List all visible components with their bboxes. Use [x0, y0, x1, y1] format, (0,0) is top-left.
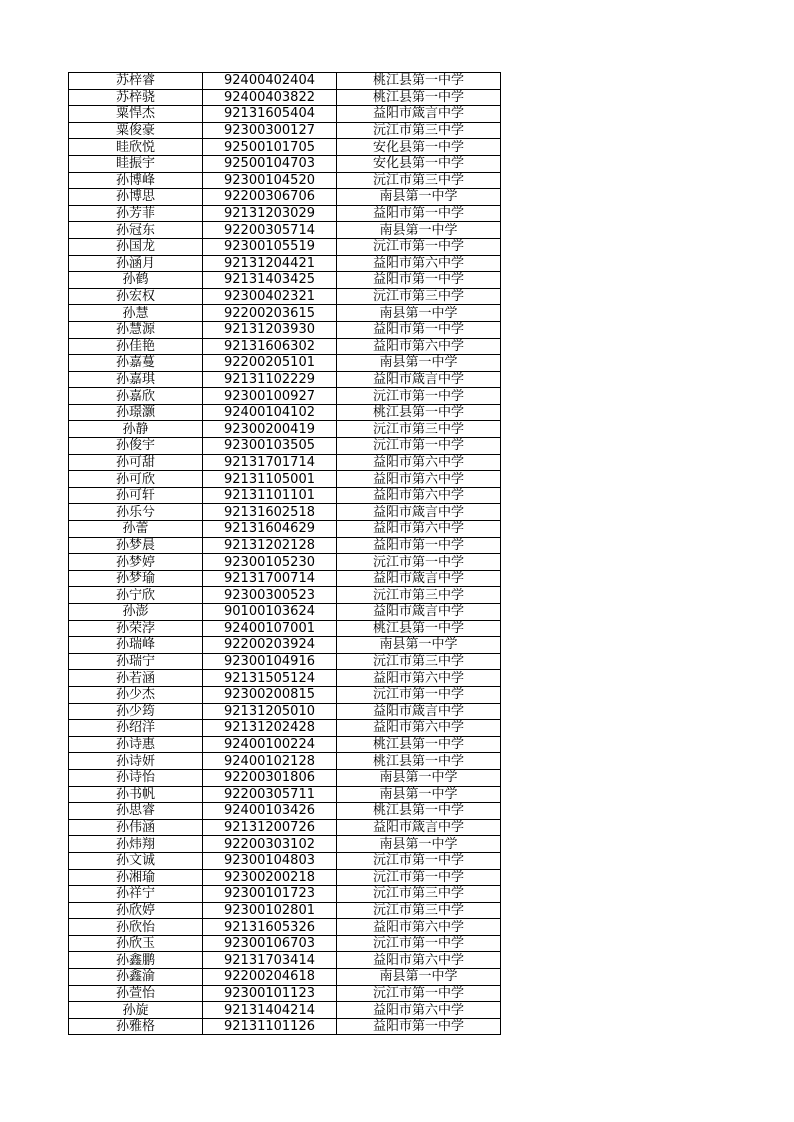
table-row	[69, 255, 501, 272]
table-row	[69, 355, 501, 372]
exam-number-cell: 92200205101	[203, 355, 337, 372]
exam-number-cell: 92200305711	[203, 786, 337, 803]
exam-number-cell: 92400100224	[203, 736, 337, 753]
exam-number-cell: 92300105519	[203, 238, 337, 255]
student-name-cell: 孙欣怡	[69, 919, 203, 936]
student-name-cell: 孙少筠	[69, 703, 203, 720]
exam-number-cell: 92131602518	[203, 504, 337, 521]
school-cell: 桃江县第一中学	[337, 89, 501, 106]
student-name-cell: 孙可欣	[69, 471, 203, 488]
student-name-cell: 孙梦婷	[69, 554, 203, 571]
student-name-cell: 孙梦晨	[69, 537, 203, 554]
school-cell: 益阳市第六中学	[337, 255, 501, 272]
table-row	[69, 985, 501, 1002]
exam-number-cell: 92200306706	[203, 189, 337, 206]
school-cell: 南县第一中学	[337, 969, 501, 986]
school-cell: 沅江市第三中学	[337, 172, 501, 189]
table-row	[69, 703, 501, 720]
table-row	[69, 189, 501, 206]
exam-number-cell: 92300101123	[203, 985, 337, 1002]
student-name-cell: 孙可甜	[69, 454, 203, 471]
student-name-cell: 孙欣玉	[69, 935, 203, 952]
school-cell: 沅江市第三中学	[337, 288, 501, 305]
table-row	[69, 1018, 501, 1035]
exam-number-cell: 92200305714	[203, 222, 337, 239]
exam-number-cell: 92131203930	[203, 321, 337, 338]
school-cell: 沅江市第一中学	[337, 238, 501, 255]
exam-number-cell: 92400107001	[203, 620, 337, 637]
school-cell: 沅江市第一中学	[337, 935, 501, 952]
student-name-cell: 孙若涵	[69, 670, 203, 687]
exam-number-cell: 92131102229	[203, 371, 337, 388]
exam-number-cell: 92400102128	[203, 753, 337, 770]
exam-number-cell: 92500101705	[203, 139, 337, 156]
exam-number-cell: 92300102801	[203, 902, 337, 919]
student-name-cell: 孙涵月	[69, 255, 203, 272]
student-name-cell: 眭欣悦	[69, 139, 203, 156]
table-row	[69, 769, 501, 786]
school-cell: 益阳市第一中学	[337, 537, 501, 554]
table-row	[69, 919, 501, 936]
exam-number-cell: 90100103624	[203, 604, 337, 621]
student-name-cell: 孙璟灏	[69, 404, 203, 421]
school-cell: 南县第一中学	[337, 637, 501, 654]
school-cell: 益阳市第六中学	[337, 1002, 501, 1019]
table-row	[69, 969, 501, 986]
exam-number-cell: 92300100927	[203, 388, 337, 405]
table-row	[69, 122, 501, 139]
exam-number-cell: 92131204421	[203, 255, 337, 272]
exam-number-cell: 92300200815	[203, 686, 337, 703]
table-row	[69, 487, 501, 504]
exam-number-cell: 92200203615	[203, 305, 337, 322]
table-row	[69, 720, 501, 737]
exam-number-cell: 92300104916	[203, 653, 337, 670]
student-name-cell: 孙旋	[69, 1002, 203, 1019]
exam-number-cell: 92300200419	[203, 421, 337, 438]
exam-number-cell: 92131203029	[203, 205, 337, 222]
table-row	[69, 155, 501, 172]
school-cell: 南县第一中学	[337, 305, 501, 322]
school-cell: 益阳市第一中学	[337, 1018, 501, 1035]
exam-number-cell: 92300300127	[203, 122, 337, 139]
school-cell: 桃江县第一中学	[337, 753, 501, 770]
student-name-cell: 孙嘉琪	[69, 371, 203, 388]
student-name-cell: 孙芳菲	[69, 205, 203, 222]
school-cell: 南县第一中学	[337, 189, 501, 206]
table-row	[69, 736, 501, 753]
exam-number-cell: 92131101101	[203, 487, 337, 504]
exam-number-cell: 92131202428	[203, 720, 337, 737]
table-row	[69, 106, 501, 123]
school-cell: 桃江县第一中学	[337, 736, 501, 753]
exam-number-cell: 92300200218	[203, 869, 337, 886]
school-cell: 桃江县第一中学	[337, 73, 501, 90]
school-cell: 益阳市第六中学	[337, 720, 501, 737]
school-cell: 沅江市第三中学	[337, 653, 501, 670]
school-cell: 沅江市第一中学	[337, 438, 501, 455]
school-cell: 南县第一中学	[337, 222, 501, 239]
exam-number-cell: 92131604629	[203, 521, 337, 538]
student-name-cell: 孙宏权	[69, 288, 203, 305]
exam-number-cell: 92400403822	[203, 89, 337, 106]
student-name-cell: 孙绍洋	[69, 720, 203, 737]
exam-number-cell: 92400104102	[203, 404, 337, 421]
exam-number-cell: 92131202128	[203, 537, 337, 554]
table-row	[69, 803, 501, 820]
exam-number-cell: 92400103426	[203, 803, 337, 820]
student-name-cell: 孙欣婷	[69, 902, 203, 919]
student-name-cell: 孙宁欣	[69, 587, 203, 604]
student-name-cell: 眭振宇	[69, 155, 203, 172]
student-name-cell: 粟悍杰	[69, 106, 203, 123]
school-cell: 南县第一中学	[337, 769, 501, 786]
school-cell: 益阳市第六中学	[337, 670, 501, 687]
student-name-cell: 粟俊豪	[69, 122, 203, 139]
table-row	[69, 521, 501, 538]
student-name-cell: 苏梓睿	[69, 73, 203, 90]
school-cell: 沅江市第一中学	[337, 554, 501, 571]
exam-number-cell: 92131200726	[203, 819, 337, 836]
school-cell: 益阳市第六中学	[337, 471, 501, 488]
student-name-cell: 孙诗惠	[69, 736, 203, 753]
school-cell: 南县第一中学	[337, 836, 501, 853]
table-row	[69, 637, 501, 654]
school-cell: 益阳市箴言中学	[337, 371, 501, 388]
school-cell: 沅江市第三中学	[337, 587, 501, 604]
table-row	[69, 554, 501, 571]
school-cell: 益阳市箴言中学	[337, 819, 501, 836]
exam-number-cell: 92131101126	[203, 1018, 337, 1035]
table-row	[69, 89, 501, 106]
table-row	[69, 570, 501, 587]
student-name-cell: 孙佳艳	[69, 338, 203, 355]
table-row	[69, 471, 501, 488]
school-cell: 南县第一中学	[337, 786, 501, 803]
exam-number-cell: 92200303102	[203, 836, 337, 853]
table-row	[69, 504, 501, 521]
table-row	[69, 869, 501, 886]
student-name-cell: 孙俊宇	[69, 438, 203, 455]
exam-number-cell: 92131205010	[203, 703, 337, 720]
exam-number-cell: 92300402321	[203, 288, 337, 305]
student-name-cell: 孙乐兮	[69, 504, 203, 521]
table-row	[69, 172, 501, 189]
student-name-cell: 孙嘉蔓	[69, 355, 203, 372]
table-row	[69, 238, 501, 255]
exam-number-cell: 92200203924	[203, 637, 337, 654]
table-row	[69, 222, 501, 239]
exam-number-cell: 92300104520	[203, 172, 337, 189]
school-cell: 沅江市第一中学	[337, 388, 501, 405]
table-row	[69, 421, 501, 438]
exam-number-cell: 92131701714	[203, 454, 337, 471]
student-name-cell: 孙雅格	[69, 1018, 203, 1035]
table-row	[69, 653, 501, 670]
table-row	[69, 139, 501, 156]
school-cell: 益阳市第六中学	[337, 919, 501, 936]
table-body	[69, 73, 501, 1035]
table-row	[69, 786, 501, 803]
school-cell: 益阳市箴言中学	[337, 604, 501, 621]
student-name-cell: 孙国龙	[69, 238, 203, 255]
exam-number-cell: 92131606302	[203, 338, 337, 355]
student-name-cell: 孙思睿	[69, 803, 203, 820]
table-row	[69, 404, 501, 421]
exam-number-cell: 92131505124	[203, 670, 337, 687]
student-name-cell: 孙炜翔	[69, 836, 203, 853]
exam-number-cell: 92131605326	[203, 919, 337, 936]
table-row	[69, 73, 501, 90]
student-name-cell: 孙博思	[69, 189, 203, 206]
student-name-cell: 孙澎	[69, 604, 203, 621]
school-cell: 益阳市第六中学	[337, 952, 501, 969]
exam-number-cell: 92300101723	[203, 886, 337, 903]
school-cell: 安化县第一中学	[337, 139, 501, 156]
school-cell: 益阳市箴言中学	[337, 570, 501, 587]
student-table	[68, 72, 501, 1035]
student-name-cell: 孙嘉欣	[69, 388, 203, 405]
exam-number-cell: 92300105230	[203, 554, 337, 571]
table-row	[69, 670, 501, 687]
exam-number-cell: 92131703414	[203, 952, 337, 969]
table-row	[69, 272, 501, 289]
exam-number-cell: 92131403425	[203, 272, 337, 289]
school-cell: 沅江市第一中学	[337, 686, 501, 703]
school-cell: 沅江市第三中学	[337, 421, 501, 438]
table-row	[69, 438, 501, 455]
student-name-cell: 孙鹤	[69, 272, 203, 289]
student-name-cell: 孙博峰	[69, 172, 203, 189]
school-cell: 益阳市第一中学	[337, 321, 501, 338]
school-cell: 益阳市箴言中学	[337, 703, 501, 720]
school-cell: 南县第一中学	[337, 355, 501, 372]
student-name-cell: 孙诗怡	[69, 769, 203, 786]
student-name-cell: 孙冠东	[69, 222, 203, 239]
student-name-cell: 孙书帆	[69, 786, 203, 803]
school-cell: 沅江市第三中学	[337, 886, 501, 903]
table-row	[69, 753, 501, 770]
exam-number-cell: 92300104803	[203, 852, 337, 869]
table-row	[69, 305, 501, 322]
student-name-cell: 孙诗妍	[69, 753, 203, 770]
student-name-cell: 孙少杰	[69, 686, 203, 703]
school-cell: 桃江县第一中学	[337, 803, 501, 820]
student-name-cell: 孙蕾	[69, 521, 203, 538]
table-row	[69, 886, 501, 903]
school-cell: 益阳市第六中学	[337, 454, 501, 471]
table-row	[69, 454, 501, 471]
table-row	[69, 686, 501, 703]
exam-number-cell: 92131105001	[203, 471, 337, 488]
exam-number-cell: 92200204618	[203, 969, 337, 986]
student-name-cell: 孙鑫渝	[69, 969, 203, 986]
exam-number-cell: 92200301806	[203, 769, 337, 786]
table-row	[69, 604, 501, 621]
exam-number-cell: 92300103505	[203, 438, 337, 455]
exam-number-cell: 92400402404	[203, 73, 337, 90]
school-cell: 安化县第一中学	[337, 155, 501, 172]
table-row	[69, 288, 501, 305]
school-cell: 益阳市第六中学	[337, 487, 501, 504]
student-name-cell: 孙瑞峰	[69, 637, 203, 654]
school-cell: 益阳市第一中学	[337, 205, 501, 222]
student-name-cell: 孙梦瑜	[69, 570, 203, 587]
table-row	[69, 620, 501, 637]
exam-number-cell: 92500104703	[203, 155, 337, 172]
school-cell: 益阳市箴言中学	[337, 106, 501, 123]
student-name-cell: 孙可轩	[69, 487, 203, 504]
table-row	[69, 852, 501, 869]
exam-number-cell: 92131700714	[203, 570, 337, 587]
exam-number-cell: 92300300523	[203, 587, 337, 604]
table-row	[69, 587, 501, 604]
student-name-cell: 孙文诚	[69, 852, 203, 869]
table-row	[69, 836, 501, 853]
school-cell: 沅江市第一中学	[337, 985, 501, 1002]
exam-number-cell: 92131404214	[203, 1002, 337, 1019]
exam-number-cell: 92131605404	[203, 106, 337, 123]
table-row	[69, 952, 501, 969]
student-name-cell: 孙萱怡	[69, 985, 203, 1002]
student-name-cell: 孙瑞宁	[69, 653, 203, 670]
student-name-cell: 苏梓骁	[69, 89, 203, 106]
table-row	[69, 371, 501, 388]
student-name-cell: 孙荣浡	[69, 620, 203, 637]
table-row	[69, 537, 501, 554]
student-name-cell: 孙湘瑜	[69, 869, 203, 886]
school-cell: 沅江市第一中学	[337, 869, 501, 886]
student-name-cell: 孙慧源	[69, 321, 203, 338]
student-name-cell: 孙静	[69, 421, 203, 438]
table-row	[69, 388, 501, 405]
table-row	[69, 321, 501, 338]
student-name-cell: 孙伟涵	[69, 819, 203, 836]
school-cell: 益阳市第一中学	[337, 272, 501, 289]
school-cell: 沅江市第三中学	[337, 902, 501, 919]
table-row	[69, 1002, 501, 1019]
school-cell: 益阳市第六中学	[337, 521, 501, 538]
student-name-cell: 孙慧	[69, 305, 203, 322]
table-row	[69, 205, 501, 222]
student-name-cell: 孙祥宁	[69, 886, 203, 903]
table-row	[69, 935, 501, 952]
table-row	[69, 902, 501, 919]
table-row	[69, 819, 501, 836]
school-cell: 桃江县第一中学	[337, 620, 501, 637]
school-cell: 益阳市第六中学	[337, 338, 501, 355]
student-name-cell: 孙鑫鹏	[69, 952, 203, 969]
school-cell: 沅江市第三中学	[337, 122, 501, 139]
school-cell: 桃江县第一中学	[337, 404, 501, 421]
table-row	[69, 338, 501, 355]
school-cell: 沅江市第一中学	[337, 852, 501, 869]
exam-number-cell: 92300106703	[203, 935, 337, 952]
school-cell: 益阳市箴言中学	[337, 504, 501, 521]
